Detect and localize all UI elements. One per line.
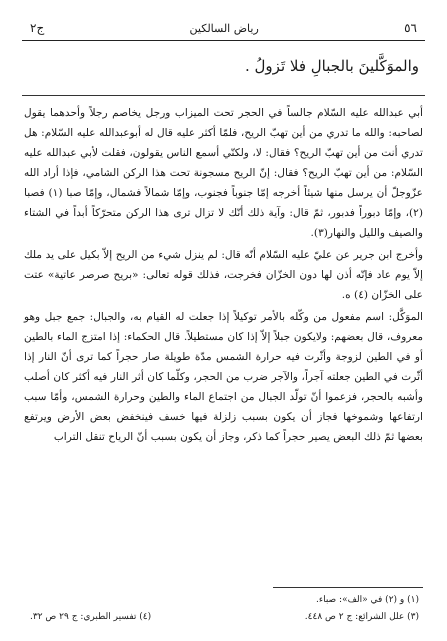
supplication-verse: والموَكَّلينَ بالجبالِ فلا تَزولُ . <box>244 57 419 75</box>
footnote-1: (١) و (٢) في «الف»: صباء. <box>316 595 419 605</box>
page-number: ٥٦ <box>404 21 417 35</box>
commentary-body <box>24 103 423 447</box>
running-title: رياض السالكين <box>189 21 259 35</box>
footnotes <box>30 592 419 626</box>
volume-label: ج٢ <box>30 21 45 35</box>
footnote-row <box>30 609 419 626</box>
footnote-3: (٣) علل الشرائع: ج ٢ ص ٤٤٨. <box>304 612 419 622</box>
footnote-rule <box>273 587 423 588</box>
paragraph-1: أبي عبدالله عليه السّلام جالساً في الحجر تحت الميزاب ورجل يخاصم رجلاً وأحدهما يقول لصاحبه: والله ما تدري من أين تهبّ الريح، فلمّا أكثر عليه قال له أبوعبدالله عليه السّلام: هل تدري أنت من أين تهبّ الريح؟ فقال: لا، ولكنّي أسمع الناس يقولون، فقلت لأبي عبدالله عليه السّلام: من أين تهبّ الريح؟ فقال: إنّ الريح مسجونة تحت هذا الركن الشامي، فإذا أراد الله عزّوجلّ أن يرسل منها شيئاً أخرجه إمّا جنوباً فجنوب، وإمّا شمالاً فشمال، وإمّا صبا (١) فصبا (٢)، وإمّا دبوراً فدبور، ثمّ قال: وآية ذلك أنّك لا تزال ترى هذا الركن متحرّكاً أبداً في الشتاء والصيف والليل والنهار(٣). <box>24 107 423 239</box>
header-rule <box>22 40 425 41</box>
footnote-4: (٤) تفسير الطبري: ج ٢٩ ص ٣٢. <box>30 612 152 622</box>
running-head <box>30 18 417 38</box>
paragraph-2: وأخرج ابن جرير عن عليّ عليه السّلام أنّه قال: لم ينزل شيء من الريح إلاّ بكيل على يد ملك إلاّ يوم عاد فإنّه أذن لها دون الخزّان فخرجت، فذلك قوله تعالى: «بريح صرصر عاتية» عتت على الخزّان (٤) ه. <box>24 249 423 301</box>
verse-divider <box>22 95 425 96</box>
paragraph-3: الموَكَّل: اسم مفعول من وكّله بالأمر توكيلاً إذا جعلت له القيام به، والجبال: جمع جبل وهو معروف، قال بعضهم: ولايكون جبلاً إلاّ إذا كان مستطيلاً. قال الحكماء: إذا امتزج الماء بالطين أو في الطين لزوجة وأثّرت فيه حرارة الشمس مدّة طويلة صار حجراً كما ترى أنّ النار إذا أثّرت في الطين جعلته آجراً، والآجر ضرب من الحجر، وكلّما كان أثر النار فيه أكثر كان أصلب وأشبه بالحجر، فزعموا أنّ تولّد الجبال من اجتماع الماء والطين وحرارة الشمس، وأمّا سبب ارتفاعها وشموخها فجاز أن يكون بسبب زلزلة فيها خسف فينخفض بعض الأرض ويرتفع بعضها ثمّ ذلك البعض يصير حجراً كما ذكر، وجاز أن يكون بسبب أنّ الرياح تنقل التراب <box>24 311 423 443</box>
